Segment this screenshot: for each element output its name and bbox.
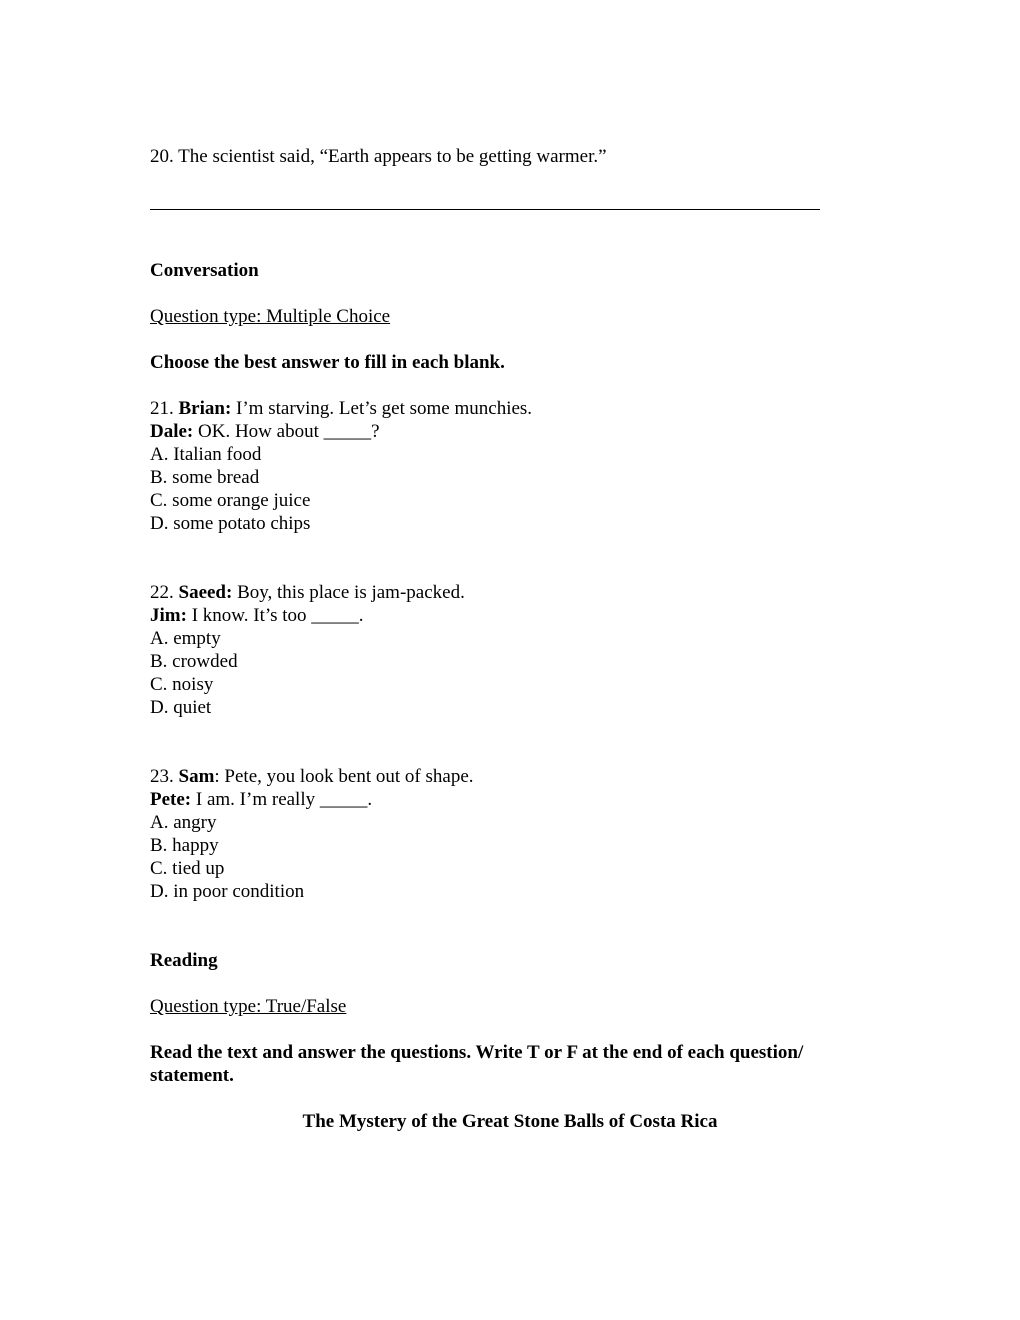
dialogue-text: I am. I’m really _____.: [191, 789, 373, 810]
section-heading-reading: Reading: [150, 950, 218, 971]
option-23-c: C. tied up: [150, 858, 225, 879]
option-22-b: B. crowded: [150, 651, 238, 672]
reading-title: The Mystery of the Great Stone Balls of Costa Rica: [302, 1111, 718, 1132]
question-22-line-1: [150, 581, 465, 604]
dialogue-text: : Pete, you look bent out of shape.: [214, 766, 474, 787]
question-23-line-2: [150, 788, 372, 811]
section-heading-conversation: Conversation: [150, 260, 259, 281]
question-21-line-1: [150, 397, 532, 420]
option-21-b: B. some bread: [150, 467, 260, 488]
dialogue-text: Boy, this place is jam-packed.: [232, 582, 465, 603]
dialogue-text: OK. How about _____?: [193, 421, 380, 442]
question-20: 20. The scientist said, “Earth appears to be getting warmer.”: [150, 146, 607, 167]
option-21-d: D. some potato chips: [150, 513, 311, 534]
conversation-instruction: Choose the best answer to fill in each blank.: [150, 352, 505, 373]
dialogue-text: I’m starving. Let’s get some munchies.: [231, 398, 533, 419]
speaker-name: Dale:: [150, 421, 194, 442]
option-22-d: D. quiet: [150, 697, 212, 718]
question-number: 21.: [150, 398, 174, 419]
speaker-name: Jim:: [150, 605, 187, 626]
speaker-name: Saeed:: [178, 582, 233, 603]
option-23-d: D. in poor condition: [150, 881, 305, 902]
question-number: 23.: [150, 766, 174, 787]
question-22-line-2: [150, 604, 364, 627]
question-type-multiple-choice: Question type: Multiple Choice: [150, 306, 391, 327]
question-type-true-false: Question type: True/False: [150, 996, 347, 1017]
speaker-name: Sam: [178, 766, 215, 787]
option-22-a: A. empty: [150, 628, 221, 649]
option-21-c: C. some orange juice: [150, 490, 311, 511]
question-number: 22.: [150, 582, 174, 603]
option-21-a: A. Italian food: [150, 444, 262, 465]
dialogue-text: I know. It’s too _____.: [186, 605, 364, 626]
option-22-c: C. noisy: [150, 674, 214, 695]
speaker-name: Brian:: [178, 398, 232, 419]
question-23-line-1: [150, 765, 474, 788]
answer-line: [150, 209, 820, 210]
question-21-line-2: [150, 420, 380, 443]
speaker-name: Pete:: [150, 789, 192, 810]
option-23-a: A. angry: [150, 812, 217, 833]
option-23-b: B. happy: [150, 835, 219, 856]
reading-instruction: Read the text and answer the questions. Write T or F at the end of each question/ statement.: [150, 1042, 804, 1086]
